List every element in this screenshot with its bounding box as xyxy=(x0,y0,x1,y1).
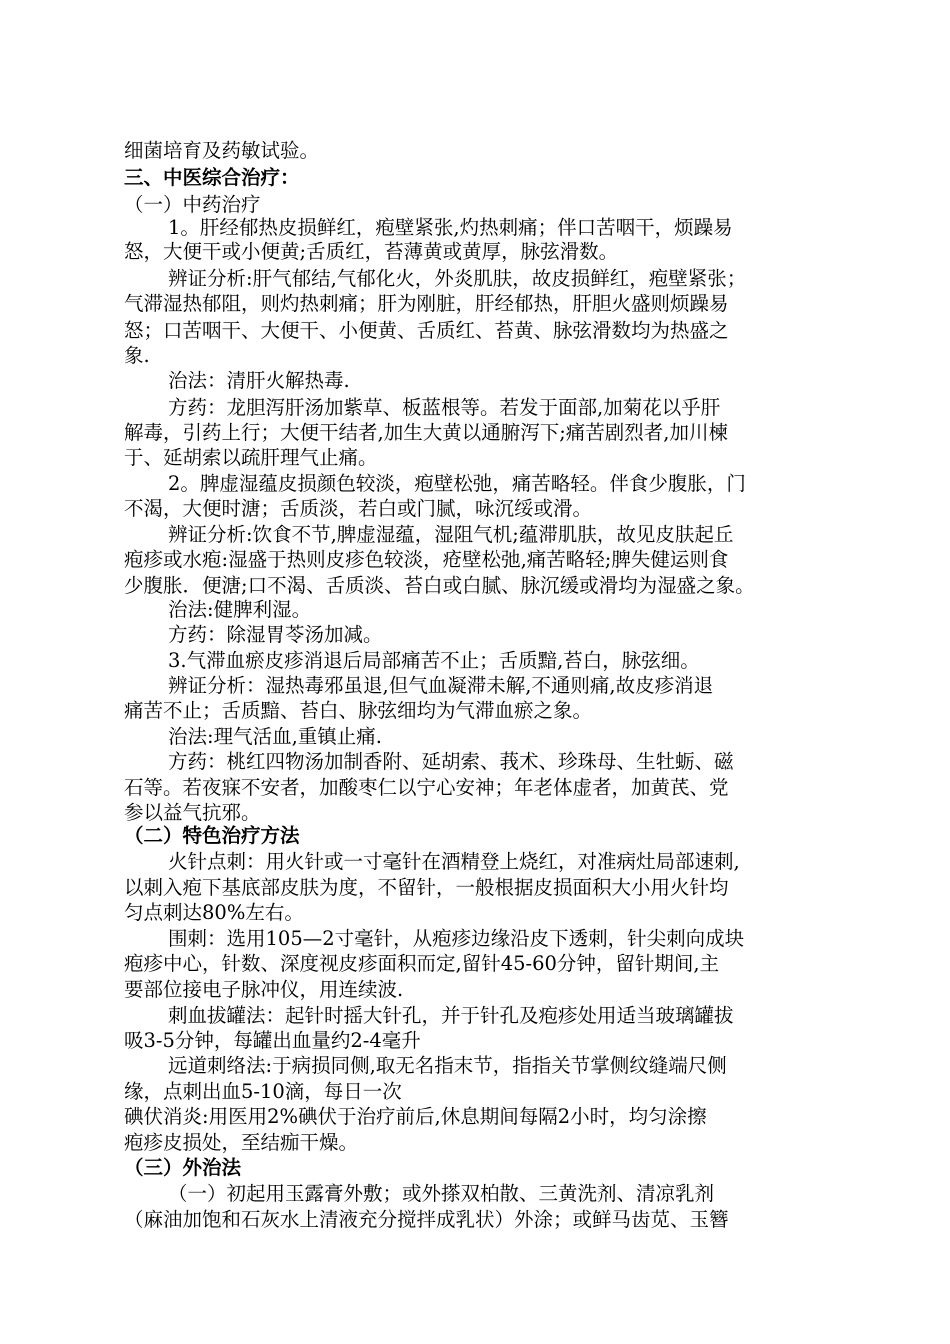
paragraph-line: （一）初起用玉露膏外敷；或外搽双柏散、三黄洗剂、清凉乳剂 xyxy=(168,1182,715,1205)
paragraph-line: 象. xyxy=(124,344,150,367)
text-line: 细菌培育及药敏试验。 xyxy=(124,139,320,162)
paragraph-line: 匀点刺达80%左右。 xyxy=(124,901,304,924)
paragraph-line: 辨证分析：湿热毒邪虽退,但气血凝滞未解,不通则痛,故皮疹消退 xyxy=(168,674,714,697)
paragraph-line: 少腹胀．便溏;口不渴、舌质淡、苔白或白腻、脉沉缓或滑均为湿盛之象。 xyxy=(124,574,755,597)
paragraph-line: 怒；口苦咽干、大便干、小便黄、舌质红、苔黄、脉弦滑数均为热盛之 xyxy=(124,319,729,342)
paragraph-line: 治法：清肝火解热毒. xyxy=(168,369,350,392)
paragraph-line: 解毒，引药上行；大便干结者,加生大黄以通腑泻下;痛苦剧烈者,加川楝 xyxy=(124,421,728,444)
paragraph-line: （麻油加饱和石灰水上清液充分搅拌成乳状）外涂；或鲜马齿苋、玉簪 xyxy=(124,1208,729,1231)
paragraph-line: 以刺入疱下基底部皮肤为度，不留针，一般根据皮损面积大小用火针均 xyxy=(124,876,729,899)
paragraph-line: 2。脾虚湿蕴皮损颜色较淡，疱壁松弛，痛苦略轻。伴食少腹胀，门 xyxy=(168,472,746,495)
paragraph-line: 要部位接电子脉冲仪，用连续波. xyxy=(124,978,404,1001)
paragraph-line: 于、延胡索以疏肝理气止痛。 xyxy=(124,446,378,469)
subsection-heading: （二）特色治疗方法 xyxy=(124,824,300,847)
paragraph-line: 方药：除湿胃苓汤加减。 xyxy=(168,623,383,646)
paragraph-line: 不渴，大便时溏；舌质淡，若白或门腻，咏沉绥或滑。 xyxy=(124,497,593,520)
paragraph-line: 方药：桃红四物汤加制香附、延胡索、莪术、珍珠母、生牡蛎、磁 xyxy=(168,750,734,773)
subsection-heading: （三）外治法 xyxy=(124,1156,242,1179)
paragraph-line: 疱疹或水疱:湿盛于热则皮疹色较淡，疮壁松弛,痛苦略轻;脾失健运则食 xyxy=(124,548,729,571)
paragraph-line: 怒，大便干或小便黄;舌质红，苔薄黄或黄厚，脉弦滑数。 xyxy=(124,240,619,263)
section-heading: 三、中医综合治疗： xyxy=(124,166,300,189)
paragraph-line: 1。肝经郁热皮损鲜红，疱壁紧张,灼热刺痛；伴口苦咽干，烦躁易 xyxy=(168,216,733,239)
paragraph-line: 围刺：选用105—2寸毫针，从疱疹边缘沿皮下透刺，针尖刺向成块 xyxy=(168,927,745,950)
paragraph-line: 痛苦不止；舌质黯、苔白、脉弦细均为气滞血瘀之象。 xyxy=(124,699,593,722)
paragraph-line: 刺血拔罐法：起针时摇大针孔，并于针孔及疱疹处用适当玻璃罐拔 xyxy=(168,1004,734,1027)
paragraph-line: 疱疹皮损处，至结痂干燥。 xyxy=(124,1131,359,1154)
paragraph-line: 辨证分析:肝气郁结,气郁化火，外炎肌肤，故皮损鲜红，疱壁紧张； xyxy=(168,267,747,290)
paragraph-line: 远道刺络法:于病损同侧,取无名指末节，指指关节掌侧纹缝端尺侧 xyxy=(168,1054,727,1077)
paragraph-line: 火针点刺：用火针或一寸毫针在酒精登上烧红，对准病灶局部速刺, xyxy=(168,850,740,873)
paragraph-line: 疱疹中心，针数、深度视皮疹面积而定,留针45-60分钟，留针期间,主 xyxy=(124,952,720,975)
paragraph-line: 辨证分析:饮食不节,脾虚湿蕴，湿阻气机;蕴滞肌肤，故见皮肤起丘 xyxy=(168,523,734,546)
paragraph-line: 治法:健脾利湿。 xyxy=(168,598,312,621)
paragraph-line: 方药：龙胆泻肝汤加紫草、板蓝根等。若发于面部,加菊花以乎肝 xyxy=(168,396,721,419)
paragraph-line: 气滞湿热郁阻，则灼热刺痛；肝为刚脏，肝经郁热，肝胆火盛则烦躁易 xyxy=(124,292,729,315)
paragraph-line: 3.气滞血瘀皮疹消退后局部痛苦不止；舌质黯,苔白，脉弦细。 xyxy=(168,649,700,672)
paragraph-line: 缘，点刺出血5-10滴，每日一次 xyxy=(124,1080,402,1103)
subsection-heading: （一）中药治疗 xyxy=(124,193,261,216)
paragraph-line: 吸3-5分钟，每罐出血量约2-4毫升 xyxy=(124,1029,421,1052)
paragraph-line: 石等。若夜寐不安者，加酸枣仁以宁心安神；年老体虚者，加黄芪、党 xyxy=(124,776,729,799)
paragraph-line: 参以益气抗邪。 xyxy=(124,801,261,824)
paragraph-line: 碘伏消炎:用医用2%碘伏于治疗前后,休息期间每隔2小时，均匀涂擦 xyxy=(124,1105,707,1128)
paragraph-line: 治法:理气活血,重镇止痛. xyxy=(168,725,382,748)
